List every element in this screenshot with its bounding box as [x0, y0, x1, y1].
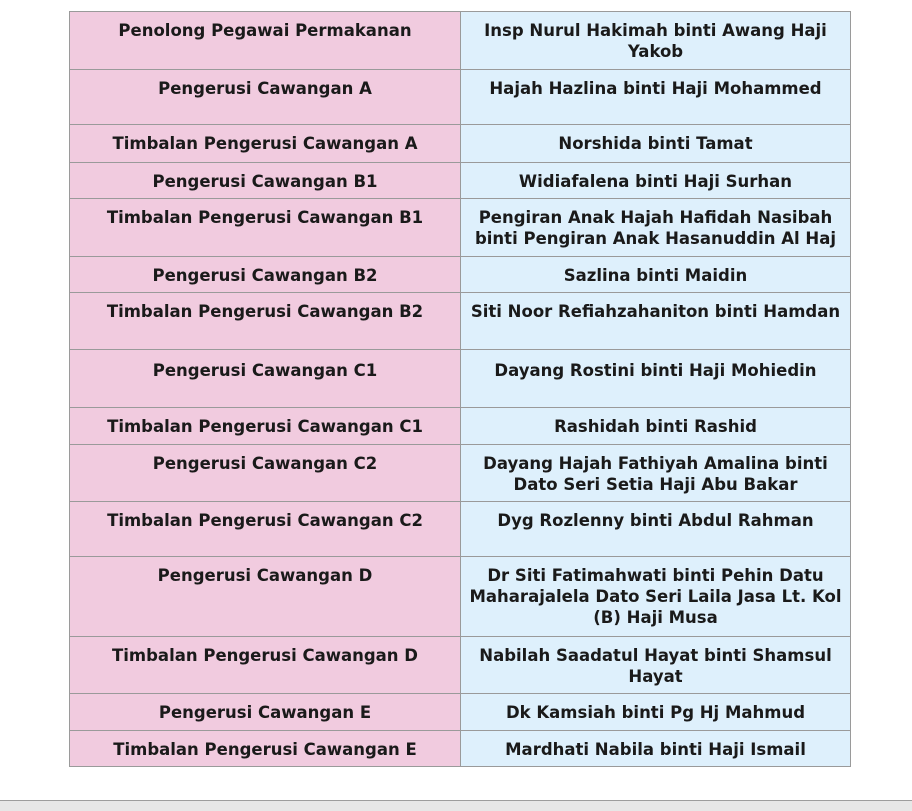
- name-cell: Siti Noor Refiahzahaniton binti Hamdan: [461, 293, 851, 350]
- role-cell: Timbalan Pengerusi Cawangan A: [70, 125, 461, 163]
- name-cell: Pengiran Anak Hajah Hafidah Nasibah binti Pengiran Anak Hasanuddin Al Haj: [461, 199, 851, 257]
- name-cell: Dyg Rozlenny binti Abdul Rahman: [461, 502, 851, 557]
- name-cell: Nabilah Saadatul Hayat binti Shamsul Hayat: [461, 637, 851, 694]
- role-cell: Pengerusi Cawangan C2: [70, 445, 461, 502]
- table-row: [70, 12, 851, 70]
- name-cell: Dr Siti Fatimahwati binti Pehin Datu Maharajalela Dato Seri Laila Jasa Lt. Kol (B) Haji Musa: [461, 557, 851, 637]
- name-cell: Norshida binti Tamat: [461, 125, 851, 163]
- name-cell: Insp Nurul Hakimah binti Awang Haji Yakob: [461, 12, 851, 70]
- table-row: [70, 408, 851, 445]
- table-row: [70, 293, 851, 350]
- table-row: [70, 502, 851, 557]
- table-row: [70, 731, 851, 767]
- role-cell: Timbalan Pengerusi Cawangan C2: [70, 502, 461, 557]
- role-cell: Timbalan Pengerusi Cawangan B1: [70, 199, 461, 257]
- role-cell: Pengerusi Cawangan B1: [70, 163, 461, 199]
- name-cell: Dayang Rostini binti Haji Mohiedin: [461, 350, 851, 408]
- name-cell: Widiafalena binti Haji Surhan: [461, 163, 851, 199]
- role-cell: Pengerusi Cawangan D: [70, 557, 461, 637]
- roster-table: [69, 11, 851, 767]
- role-cell: Timbalan Pengerusi Cawangan B2: [70, 293, 461, 350]
- table-row: [70, 257, 851, 293]
- role-cell: Timbalan Pengerusi Cawangan D: [70, 637, 461, 694]
- role-cell: Penolong Pegawai Permakanan: [70, 12, 461, 70]
- bottom-scroll-bar: [0, 800, 912, 811]
- table-row: [70, 70, 851, 125]
- role-cell: Pengerusi Cawangan B2: [70, 257, 461, 293]
- name-cell: Sazlina binti Maidin: [461, 257, 851, 293]
- roster-table-container: [69, 11, 850, 767]
- role-cell: Timbalan Pengerusi Cawangan C1: [70, 408, 461, 445]
- name-cell: Dayang Hajah Fathiyah Amalina binti Dato Seri Setia Haji Abu Bakar: [461, 445, 851, 502]
- role-cell: Pengerusi Cawangan A: [70, 70, 461, 125]
- name-cell: Mardhati Nabila binti Haji Ismail: [461, 731, 851, 767]
- table-row: [70, 163, 851, 199]
- table-row: [70, 445, 851, 502]
- role-cell: Timbalan Pengerusi Cawangan E: [70, 731, 461, 767]
- role-cell: Pengerusi Cawangan C1: [70, 350, 461, 408]
- roster-table-body: [70, 12, 851, 767]
- role-cell: Pengerusi Cawangan E: [70, 694, 461, 731]
- table-row: [70, 125, 851, 163]
- table-row: [70, 694, 851, 731]
- name-cell: Dk Kamsiah binti Pg Hj Mahmud: [461, 694, 851, 731]
- name-cell: Rashidah binti Rashid: [461, 408, 851, 445]
- table-row: [70, 637, 851, 694]
- table-row: [70, 557, 851, 637]
- name-cell: Hajah Hazlina binti Haji Mohammed: [461, 70, 851, 125]
- table-row: [70, 350, 851, 408]
- table-row: [70, 199, 851, 257]
